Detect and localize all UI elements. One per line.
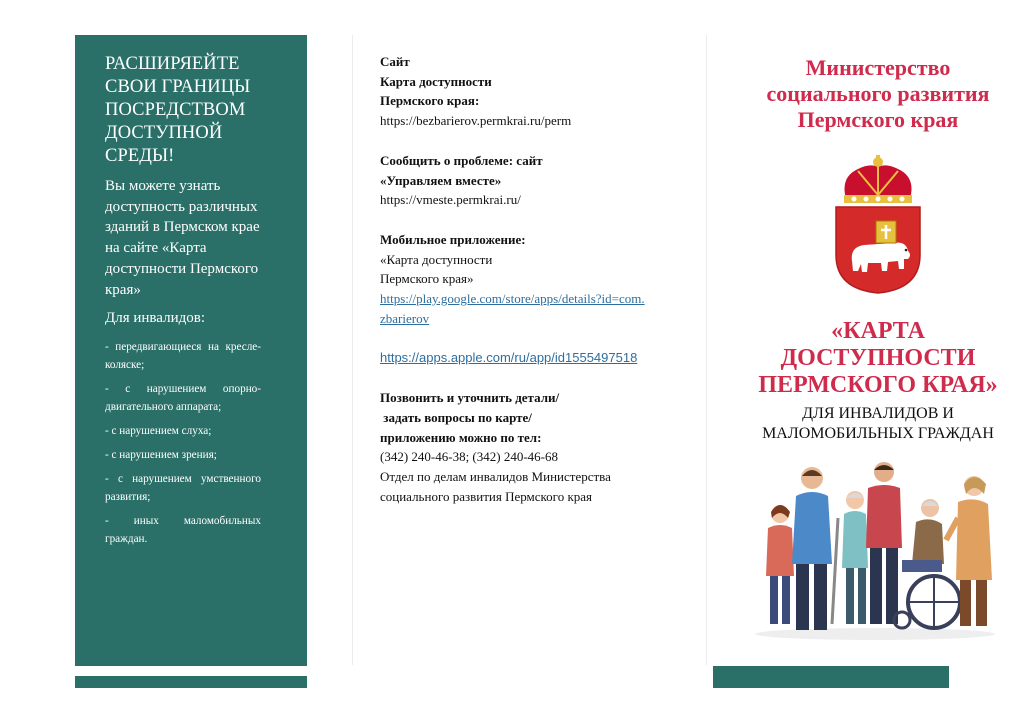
app-block xyxy=(380,230,690,329)
site-url[interactable]: https://bezbarierov.permkrai.ru/perm xyxy=(380,113,572,129)
left-intro: Вы можете узнать доступность различных зданий в Пермском крае на сайте «Карта доступности Пермского края» xyxy=(105,178,260,298)
ministry-line: Министерство xyxy=(805,55,951,80)
list-item: - с нарушением слуха; xyxy=(105,425,212,438)
site-title-line: Карта доступности xyxy=(380,73,492,89)
ministry-line: Пермского края xyxy=(797,107,959,132)
app-title: Мобильное приложение: xyxy=(380,231,526,247)
department-line: социального развития Пермского края xyxy=(380,488,593,504)
disabled-list xyxy=(105,338,261,548)
ministry-line: социального развития xyxy=(766,81,990,106)
disabled-title: Для инвалидов: xyxy=(105,310,205,327)
report-block xyxy=(380,151,690,210)
right-bottom-bar xyxy=(713,666,949,688)
report-title-line: «Управляем вместе» xyxy=(380,172,502,188)
people-group-illustration xyxy=(752,456,998,642)
list-item: - с нарушением зрения; xyxy=(105,449,217,462)
list-item: - с нарушением опорно-двигательного аппарата; xyxy=(105,383,261,414)
google-play-link[interactable]: https://play.google.com/store/apps/details?id=com. xyxy=(380,291,645,307)
app-store-link[interactable]: https://apps.apple.com/ru/app/id1555497518 xyxy=(380,350,638,366)
site-block xyxy=(380,52,690,131)
right-panel xyxy=(740,55,1016,444)
app-name-line: «Карта доступности xyxy=(380,251,493,267)
report-title-line: Сообщить о проблеме: сайт xyxy=(380,152,543,168)
subtitle-line: МАЛОМОБИЛЬНЫХ ГРАЖДАН xyxy=(762,425,994,442)
call-title-line: приложению можно по тел: xyxy=(380,429,542,445)
list-item: - передвигающиеся на кресле-коляске; xyxy=(105,341,261,372)
call-block xyxy=(380,388,690,506)
google-play-link-cont[interactable]: zbarierov xyxy=(380,310,430,326)
apple-block xyxy=(380,348,690,368)
left-bottom-bar xyxy=(75,676,307,688)
list-item: - с нарушением умственного развития; xyxy=(105,473,261,504)
phone-numbers[interactable]: (342) 240-46-38; (342) 240-46-68 xyxy=(380,449,558,465)
list-item: - иных маломобильных граждан. xyxy=(105,515,261,546)
subtitle-line: ДЛЯ ИНВАЛИДОВ И xyxy=(802,405,954,422)
map-title-line: ПЕРМСКОГО КРАЯ» xyxy=(758,372,998,398)
map-title xyxy=(740,318,1016,399)
department-line: Отдел по делам инвалидов Министерства xyxy=(380,468,611,484)
site-title-line: Сайт xyxy=(380,54,410,69)
call-title-line: Позвонить и уточнить детали/ xyxy=(380,390,560,406)
left-headline: РАСШИРЯЕЙТЕ СВОИ ГРАНИЦЫ ПОСРЕДСТВОМ ДОСТУПНОЙ СРЕДЫ! xyxy=(105,54,251,166)
report-url[interactable]: https://vmeste.permkrai.ru/ xyxy=(380,192,521,208)
ministry-title xyxy=(740,55,1016,133)
panel-divider xyxy=(706,35,707,665)
map-title-line: ДОСТУПНОСТИ xyxy=(780,345,976,371)
map-title-line: «КАРТА xyxy=(831,318,925,344)
panel-divider xyxy=(352,35,353,665)
app-name-line: Пермского края» xyxy=(380,271,474,287)
site-title-line: Пермского края: xyxy=(380,93,480,109)
middle-panel xyxy=(380,52,690,526)
map-subtitle xyxy=(740,404,1016,444)
call-title-line: задать вопросы по карте/ xyxy=(380,409,532,425)
perm-coat-of-arms-icon xyxy=(818,155,938,295)
left-panel xyxy=(75,35,307,666)
